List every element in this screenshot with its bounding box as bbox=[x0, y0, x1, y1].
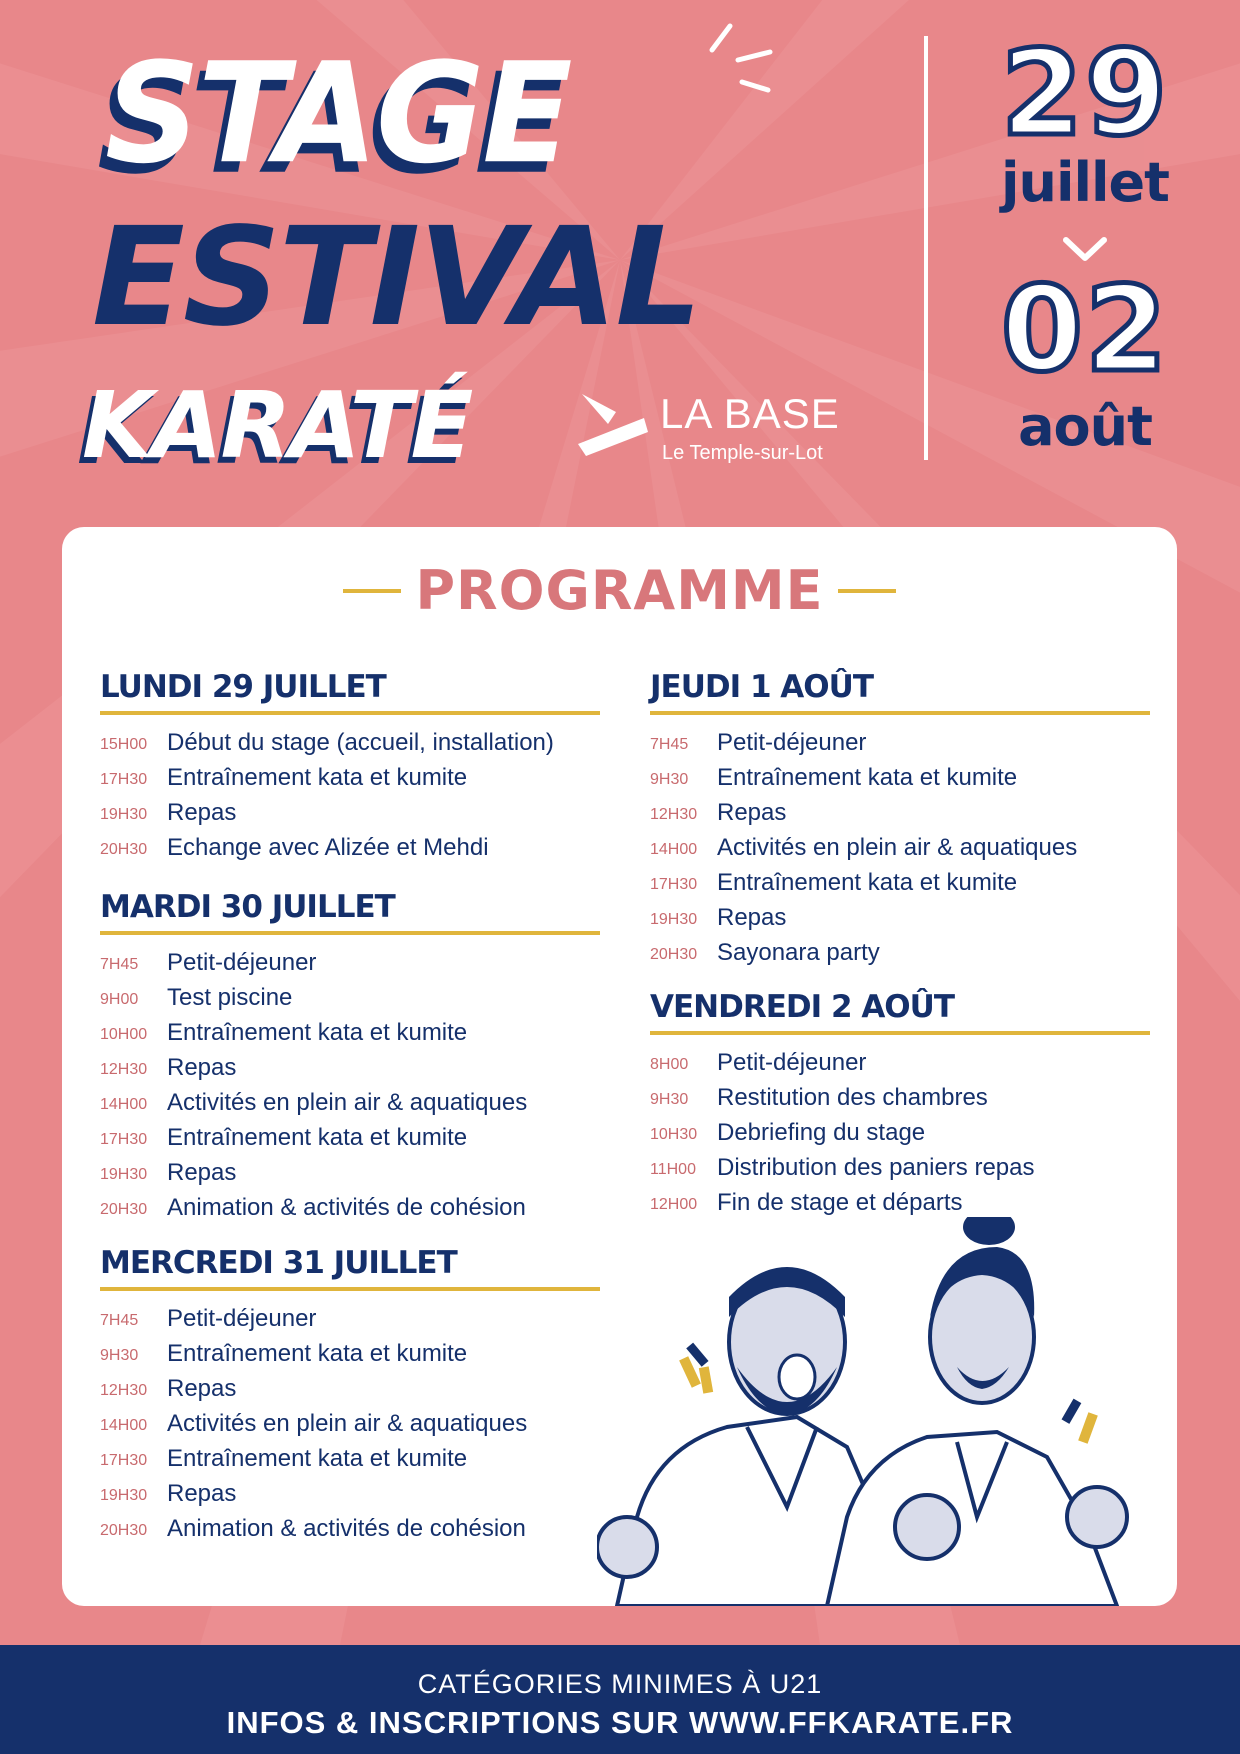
day-title: LUNDI 29 JUILLET bbox=[100, 669, 600, 715]
list-item bbox=[100, 797, 600, 832]
item-time: 14H00 bbox=[100, 1096, 148, 1113]
day-friday bbox=[650, 989, 1150, 1222]
list-item bbox=[650, 1152, 1150, 1187]
item-time: 17H30 bbox=[100, 1131, 148, 1148]
list-item bbox=[100, 1303, 600, 1338]
list-item bbox=[100, 762, 600, 797]
item-time: 17H30 bbox=[100, 1452, 148, 1469]
list-item bbox=[650, 727, 1150, 762]
list-item bbox=[650, 937, 1150, 972]
spark-lines-icon bbox=[700, 20, 790, 100]
day-title: MARDI 30 JUILLET bbox=[100, 889, 600, 935]
list-item bbox=[100, 982, 600, 1017]
item-time: 15H00 bbox=[100, 736, 148, 753]
header-divider bbox=[924, 36, 928, 460]
item-activity: Entraînement kata et kumite bbox=[167, 1124, 468, 1151]
item-time: 10H30 bbox=[650, 1126, 698, 1143]
item-time: 8H00 bbox=[650, 1056, 689, 1073]
item-activity: Repas bbox=[167, 1480, 237, 1507]
item-time: 12H30 bbox=[100, 1061, 148, 1078]
day-tuesday bbox=[100, 889, 600, 1227]
item-activity: Activités en plein air & aquatiques bbox=[167, 1410, 528, 1437]
item-activity: Entraînement kata et kumite bbox=[167, 1340, 468, 1367]
heading-rule-left bbox=[343, 589, 401, 593]
programme-heading bbox=[62, 559, 1177, 622]
list-item bbox=[650, 1082, 1150, 1117]
item-time: 9H00 bbox=[100, 991, 139, 1008]
list-item bbox=[650, 762, 1150, 797]
title-stage: STAGE bbox=[105, 33, 571, 195]
list-item bbox=[650, 867, 1150, 902]
end-month: août bbox=[1018, 395, 1152, 458]
list-item bbox=[100, 1513, 600, 1548]
day-title: MERCREDI 31 JUILLET bbox=[100, 1245, 600, 1291]
programme-title: PROGRAMME bbox=[415, 559, 824, 622]
item-activity: Echange avec Alizée et Mehdi bbox=[167, 834, 489, 861]
item-activity: Repas bbox=[167, 799, 237, 826]
list-item bbox=[100, 1443, 600, 1478]
day-thursday bbox=[650, 669, 1150, 972]
list-item bbox=[100, 727, 600, 762]
list-item bbox=[100, 1157, 600, 1192]
start-month: juillet bbox=[1001, 151, 1169, 214]
item-activity: Fin de stage et départs bbox=[717, 1189, 963, 1216]
item-activity: Entraînement kata et kumite bbox=[167, 1445, 468, 1472]
item-activity: Distribution des paniers repas bbox=[717, 1154, 1035, 1181]
item-activity: Petit-déjeuner bbox=[167, 1305, 317, 1332]
item-activity: Repas bbox=[167, 1375, 237, 1402]
item-time: 20H30 bbox=[100, 841, 148, 858]
item-time: 7H45 bbox=[100, 956, 139, 973]
item-activity: Petit-déjeuner bbox=[717, 729, 867, 756]
list-item bbox=[100, 947, 600, 982]
venue-location: Le Temple-sur-Lot bbox=[662, 442, 823, 464]
item-activity: Repas bbox=[167, 1159, 237, 1186]
start-day: 29 bbox=[1000, 24, 1170, 162]
item-activity: Repas bbox=[717, 904, 787, 931]
item-activity: Animation & activités de cohésion bbox=[167, 1194, 526, 1221]
la-base-logo bbox=[578, 390, 848, 470]
item-time: 19H30 bbox=[100, 1166, 148, 1183]
item-time: 17H30 bbox=[650, 876, 698, 893]
list-item bbox=[100, 1478, 600, 1513]
item-activity: Repas bbox=[167, 1054, 237, 1081]
day-title: VENDREDI 2 AOÛT bbox=[650, 989, 1150, 1035]
title-estival: ESTIVAL bbox=[92, 199, 701, 357]
item-activity: Entraînement kata et kumite bbox=[167, 764, 468, 791]
item-activity: Entraînement kata et kumite bbox=[717, 869, 1018, 896]
item-time: 9H30 bbox=[100, 1347, 139, 1364]
footer-categories: CATÉGORIES MINIMES À U21 bbox=[417, 1669, 823, 1699]
item-activity: Début du stage (accueil, installation) bbox=[167, 729, 554, 756]
item-time: 20H30 bbox=[100, 1201, 148, 1218]
item-time: 7H45 bbox=[650, 736, 689, 753]
list-item bbox=[650, 832, 1150, 867]
item-time: 20H30 bbox=[100, 1522, 148, 1539]
item-time: 12H30 bbox=[650, 806, 698, 823]
item-activity: Entraînement kata et kumite bbox=[167, 1019, 468, 1046]
item-activity: Sayonara party bbox=[717, 939, 880, 966]
list-item bbox=[100, 1373, 600, 1408]
list-item bbox=[650, 1047, 1150, 1082]
item-activity: Entraînement kata et kumite bbox=[717, 764, 1018, 791]
item-time: 19H30 bbox=[100, 806, 148, 823]
list-item bbox=[100, 1017, 600, 1052]
list-item bbox=[100, 1338, 600, 1373]
end-day: 02 bbox=[1000, 260, 1170, 398]
item-time: 11H00 bbox=[650, 1161, 696, 1178]
item-activity: Repas bbox=[717, 799, 787, 826]
item-time: 9H30 bbox=[650, 1091, 689, 1108]
title-karate: KARATÉ bbox=[82, 372, 472, 479]
athletes-illustration bbox=[597, 1217, 1177, 1606]
list-item bbox=[650, 1117, 1150, 1152]
la-base-arrow-icon bbox=[578, 394, 648, 456]
item-activity: Activités en plein air & aquatiques bbox=[167, 1089, 528, 1116]
footer-info-link[interactable]: INFOS & INSCRIPTIONS SUR WWW.FFKARATE.FR bbox=[226, 1705, 1014, 1740]
item-activity: Restitution des chambres bbox=[717, 1084, 988, 1111]
venue-name: LA BASE bbox=[660, 390, 840, 437]
day-title: JEUDI 1 AOÛT bbox=[650, 669, 1150, 715]
item-activity: Petit-déjeuner bbox=[167, 949, 317, 976]
list-item bbox=[100, 1408, 600, 1443]
item-time: 14H00 bbox=[100, 1417, 148, 1434]
list-item bbox=[100, 1122, 600, 1157]
list-item bbox=[100, 1192, 600, 1227]
item-time: 7H45 bbox=[100, 1312, 139, 1329]
day-wednesday bbox=[100, 1245, 600, 1548]
item-time: 19H30 bbox=[650, 911, 698, 928]
item-activity: Animation & activités de cohésion bbox=[167, 1515, 526, 1542]
list-item bbox=[100, 832, 600, 867]
item-time: 12H30 bbox=[100, 1382, 148, 1399]
heading-rule-right bbox=[838, 589, 896, 593]
item-time: 12H00 bbox=[650, 1196, 698, 1213]
item-time: 10H00 bbox=[100, 1026, 148, 1043]
item-time: 14H00 bbox=[650, 841, 698, 858]
programme-card bbox=[62, 527, 1177, 1606]
item-time: 17H30 bbox=[100, 771, 148, 788]
item-activity: Activités en plein air & aquatiques bbox=[717, 834, 1078, 861]
list-item bbox=[100, 1087, 600, 1122]
list-item bbox=[650, 902, 1150, 937]
day-monday bbox=[100, 669, 600, 867]
item-time: 19H30 bbox=[100, 1487, 148, 1504]
item-activity: Test piscine bbox=[167, 984, 293, 1011]
list-item bbox=[100, 1052, 600, 1087]
item-activity: Petit-déjeuner bbox=[717, 1049, 867, 1076]
item-time: 20H30 bbox=[650, 946, 698, 963]
list-item bbox=[650, 797, 1150, 832]
item-time: 9H30 bbox=[650, 771, 689, 788]
item-activity: Debriefing du stage bbox=[717, 1119, 926, 1146]
footer-banner bbox=[0, 1645, 1240, 1754]
